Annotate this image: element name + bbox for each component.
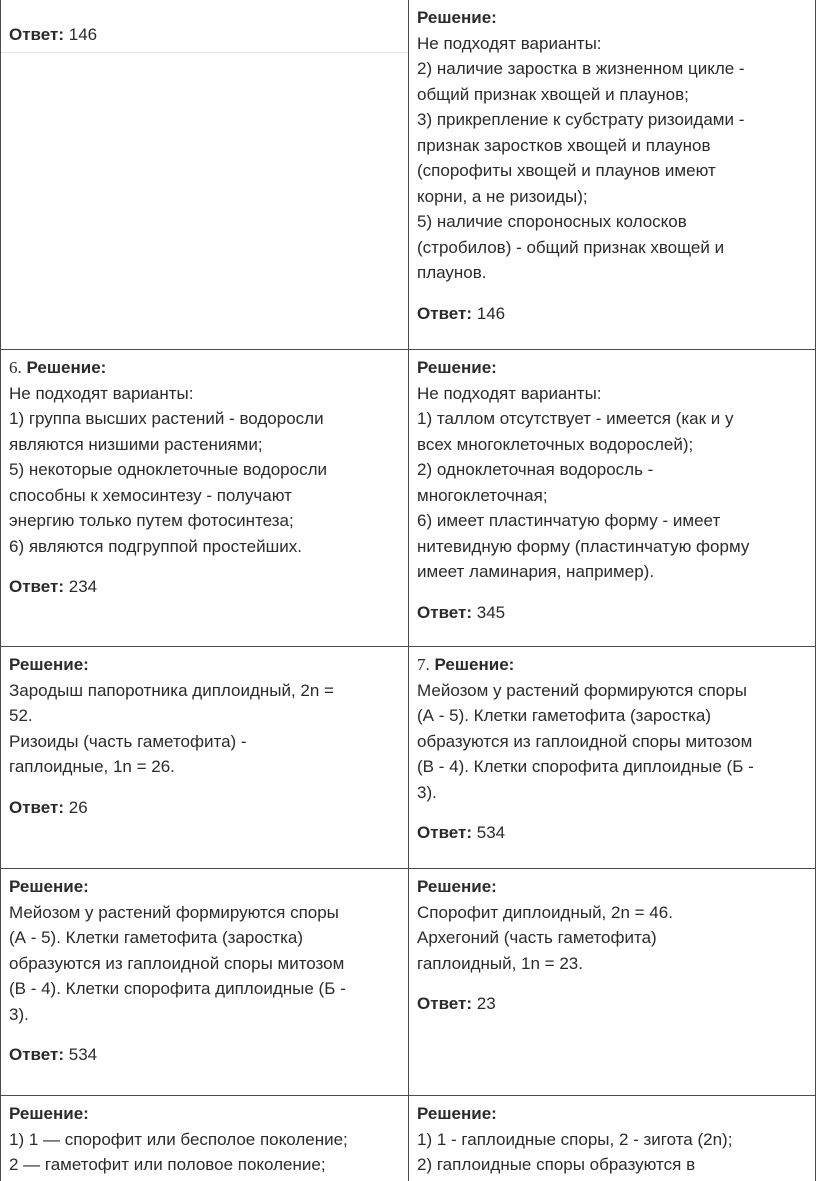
table-cell [409,350,816,647]
answer-line [9,22,400,48]
text-line: образуются из гаплоидной споры митозом [417,729,807,755]
text-line: 1) 1 - гаплоидные споры, 2 - зигота (2n); [417,1127,807,1153]
solution-heading: Решение: [9,874,400,900]
text-line: 52. [9,703,400,729]
text-line: 2) одноклеточная водоросль - [417,457,807,483]
answer-line [9,574,400,600]
table-cell [409,869,816,1096]
text-line: гаплоидные, 1n = 26. [9,754,400,780]
solution-heading: Решение: [9,1101,400,1127]
answer-label: Ответ: [417,994,472,1013]
text-line: 2 — гаметофит или половое поколение; [9,1152,400,1178]
solution-heading: Решение: [417,1101,807,1127]
answer-line [9,795,400,821]
divider [1,52,408,53]
text-line: плаунов. [417,260,807,286]
answer-value: 345 [477,603,505,622]
text-line: Не подходят варианты: [417,31,807,57]
text-line: многоклеточная; [417,483,807,509]
table-cell [1,0,409,350]
answer-value: 23 [477,994,496,1013]
answer-line [417,301,807,327]
text-line: способны к хемосинтезу - получают [9,483,400,509]
text-line: 2) гаплоидные споры образуются в [417,1152,807,1178]
table-cell [409,1096,816,1181]
answer-line [9,1042,400,1068]
text-line: Не подходят варианты: [9,381,400,407]
solution-heading: Решение: [26,358,106,377]
table-row [1,647,816,869]
text-line: Мейозом у растений формируются споры [417,678,807,704]
text-line: Спорофит диплоидный, 2n = 46. [417,900,807,926]
answer-line [417,991,807,1017]
answer-value: 26 [69,798,88,817]
task-number: 6. [9,358,22,377]
solution-heading: Решение: [417,5,807,31]
answer-line [417,600,807,626]
solution-heading: Решение: [417,355,807,381]
text-line: Архегоний (часть гаметофита) [417,925,807,951]
text-line: общий признак хвощей и плаунов; [417,82,807,108]
solution-heading-line [417,652,807,678]
text-line: корни, а не ризоиды); [417,184,807,210]
answer-label: Ответ: [417,823,472,842]
text-line: нитевидную форму (пластинчатую форму [417,534,807,560]
solution-heading: Решение: [417,874,807,900]
text-line: имеет ламинария, например). [417,559,807,585]
text-line: 3) прикрепление к субстрату ризоидами - [417,107,807,133]
text-line: 5) некоторые одноклеточные водоросли [9,457,400,483]
text-line: 6) являются подгруппой простейших. [9,534,400,560]
answer-value: 146 [477,304,505,323]
table-row [1,1096,816,1181]
answer-label: Ответ: [9,798,64,817]
answer-line [417,820,807,846]
text-line: 6) имеет пластинчатую форму - имеет [417,508,807,534]
text-line: (В - 4). Клетки спорофита диплоидные (Б - [417,754,807,780]
answer-value: 234 [69,577,97,596]
text-line: Зародыш папоротника диплоидный, 2n = [9,678,400,704]
text-line: (стробилов) - общий признак хвощей и [417,235,807,261]
text-line: 1) 1 — спорофит или бесполое поколение; [9,1127,400,1153]
table-cell [1,350,409,647]
table-cell [409,0,816,350]
table-row [1,350,816,647]
text-line: 1) группа высших растений - водоросли [9,406,400,432]
solution-heading: Решение: [435,655,515,674]
text-line: 1) таллом отсутствует - имеется (как и у [417,406,807,432]
text-line: (спорофиты хвощей и плаунов имеют [417,158,807,184]
text-line: (А - 5). Клетки гаметофита (заростка) [417,703,807,729]
table-cell [1,1096,409,1181]
text-line: являются низшими растениями; [9,432,400,458]
text-line: 3). [417,780,807,806]
answer-label: Ответ: [9,25,64,44]
text-line: 2) наличие заростка в жизненном цикле - [417,56,807,82]
answer-label: Ответ: [9,1045,64,1064]
text-line: 3). [9,1002,400,1028]
table-row [1,869,816,1096]
text-line: образуются из гаплоидной споры митозом [9,951,400,977]
answer-label: Ответ: [9,577,64,596]
text-line: энергию только путем фотосинтеза; [9,508,400,534]
solution-heading-line [9,355,400,381]
text-line: Мейозом у растений формируются споры [9,900,400,926]
solution-heading: Решение: [9,652,400,678]
answer-label: Ответ: [417,304,472,323]
text-line: Ризоиды (часть гаметофита) - [9,729,400,755]
text-line: гаплоидный, 1n = 23. [417,951,807,977]
table-row [1,0,816,350]
answer-value: 146 [69,25,97,44]
answer-label: Ответ: [417,603,472,622]
text-line: Не подходят варианты: [417,381,807,407]
task-number: 7. [417,655,430,674]
text-line: всех многоклеточных водорослей); [417,432,807,458]
text-line: (В - 4). Клетки спорофита диплоидные (Б - [9,976,400,1002]
text-line: 5) наличие спороносных колосков [417,209,807,235]
answer-value: 534 [477,823,505,842]
table-cell [1,869,409,1096]
table-cell [409,647,816,869]
text-line: признак заростков хвощей и плаунов [417,133,807,159]
text-line: (А - 5). Клетки гаметофита (заростка) [9,925,400,951]
table-cell [1,647,409,869]
answer-value: 534 [69,1045,97,1064]
